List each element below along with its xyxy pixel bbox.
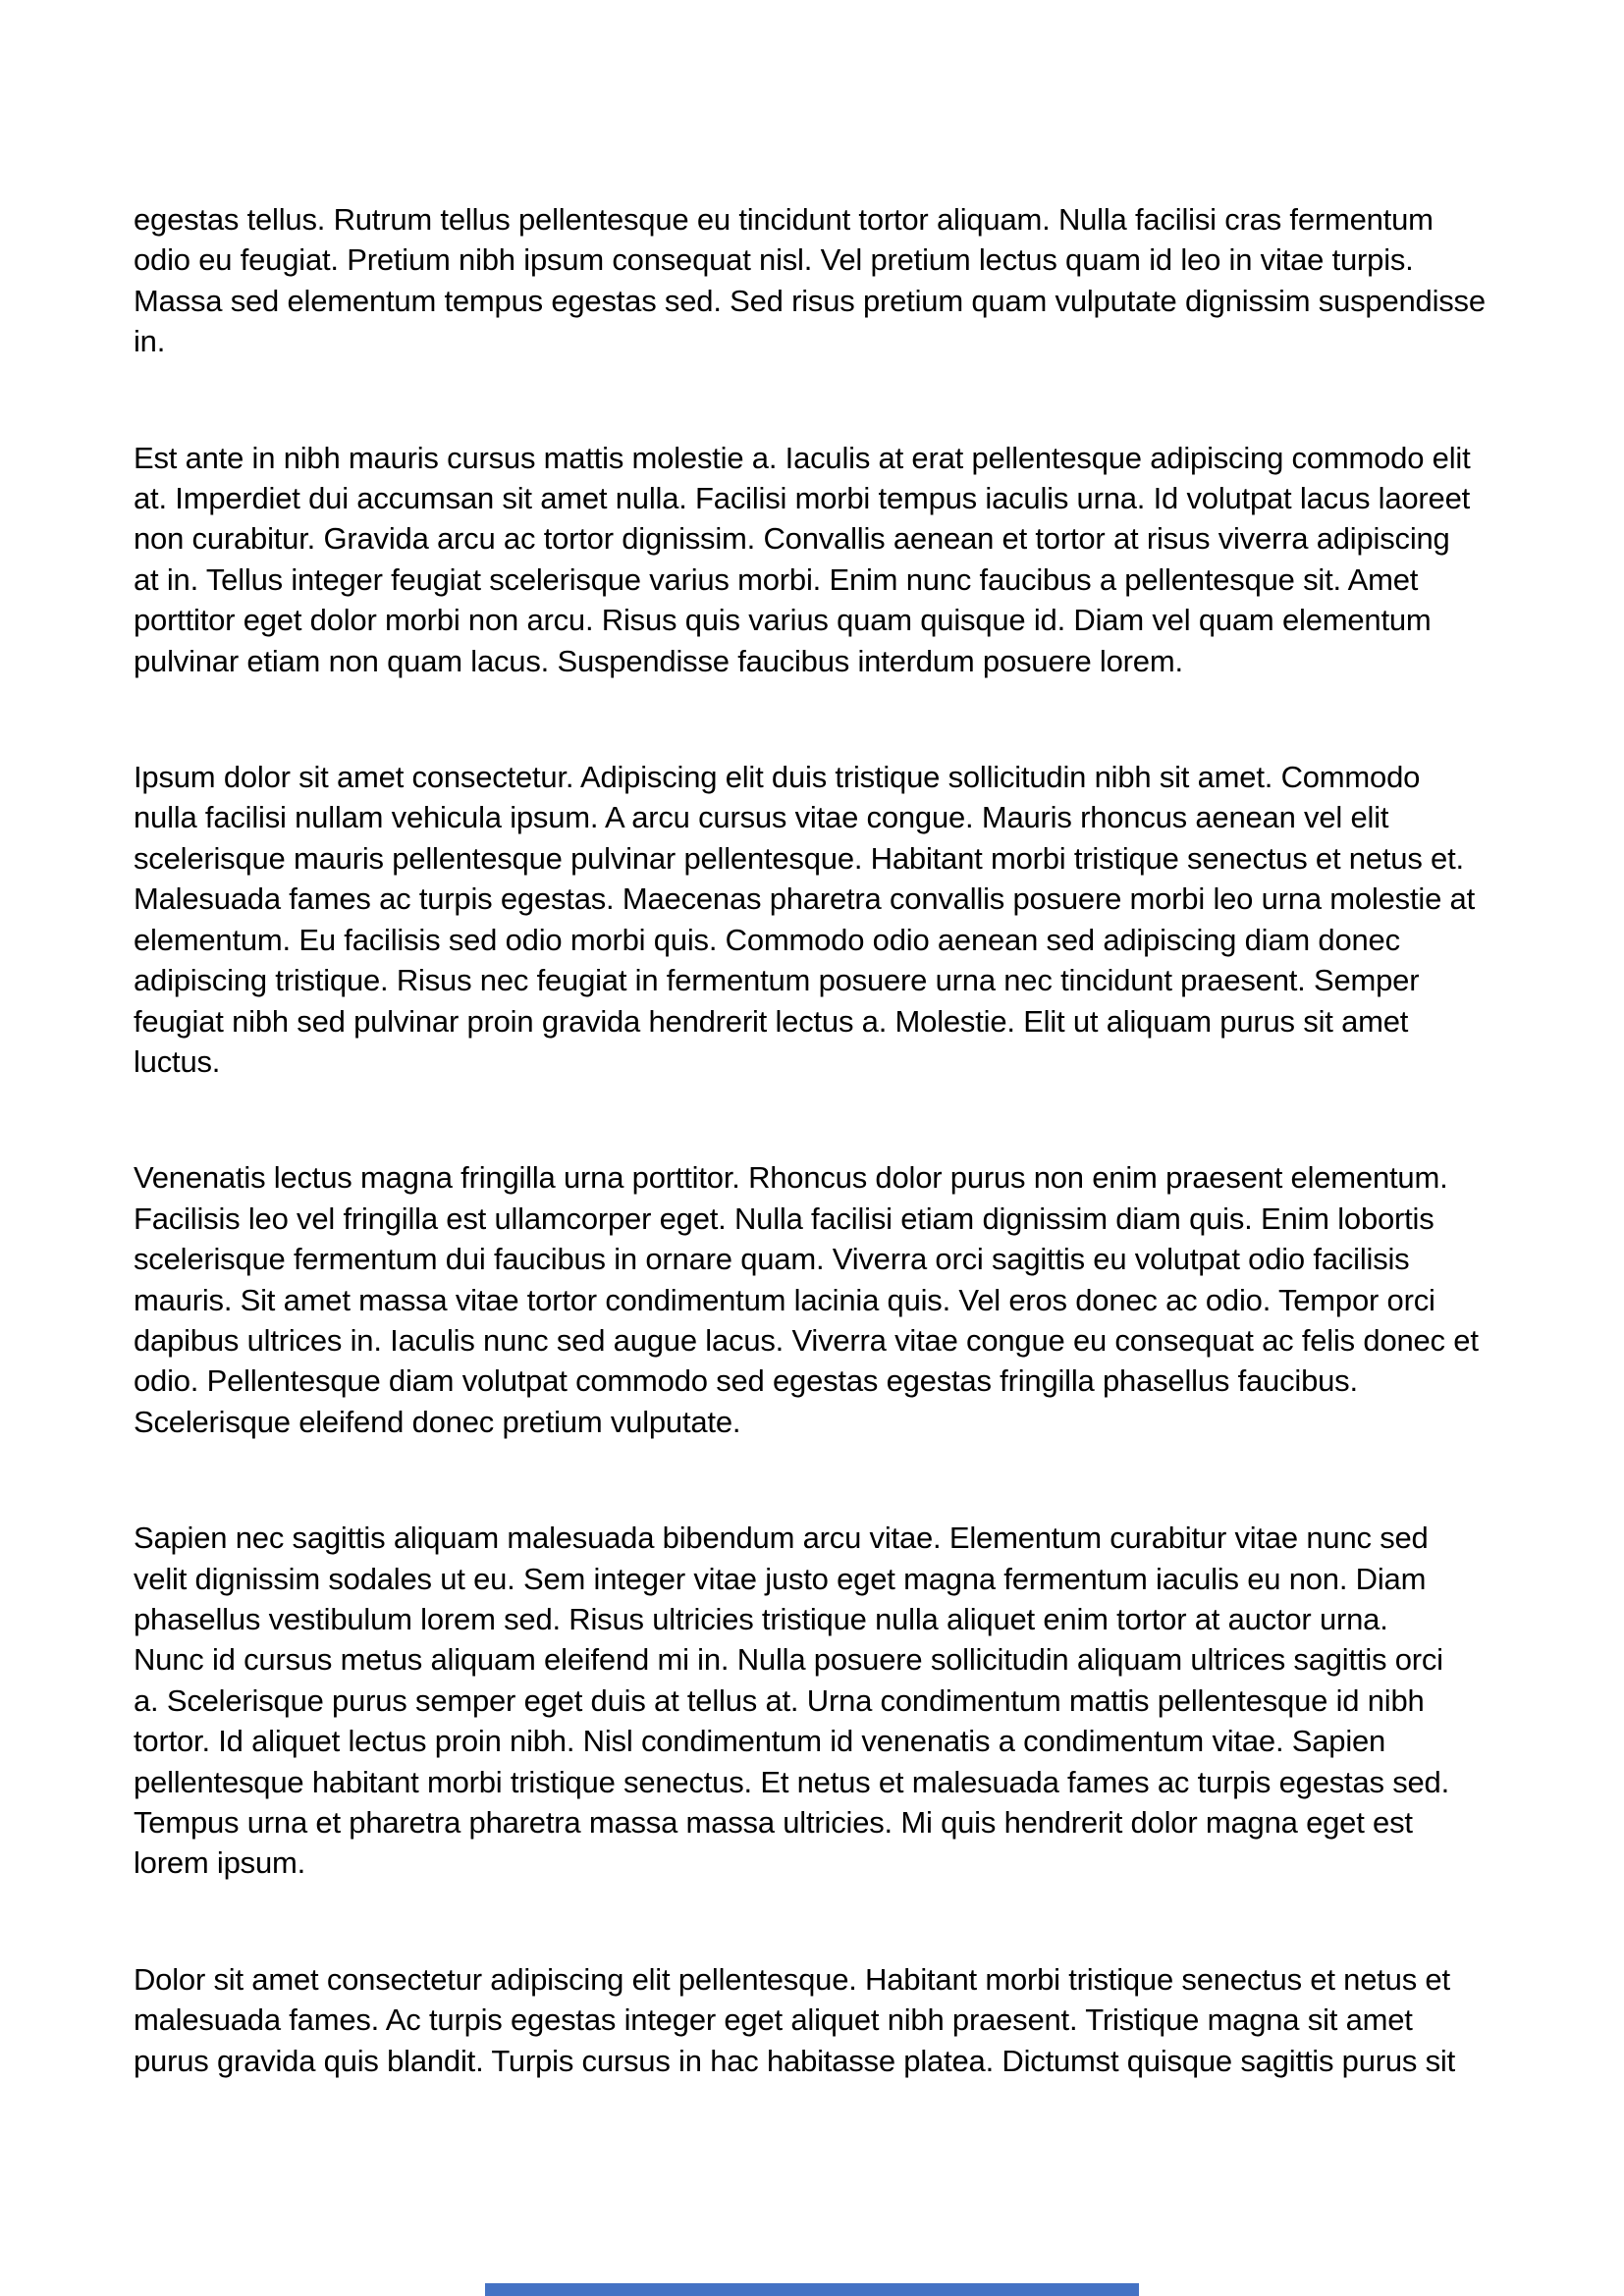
text-line: phasellus vestibulum lorem sed. Risus ultricies tristique nulla aliquet enim tortor at auctor urna. [134,1601,1388,1636]
text-line: malesuada fames. Ac turpis egestas integer eget aliquet nibh praesent. Tristique magna sit amet [134,2002,1413,2038]
text-line: Tempus urna et pharetra pharetra massa massa ultricies. Mi quis hendrerit dolor magna eget est [134,1805,1413,1840]
text-line: scelerisque fermentum dui faucibus in ornare quam. Viverra orci sagittis eu volutpat odio facilisis [134,1242,1410,1277]
text-line: pellentesque habitant morbi tristique senectus. Et netus et malesuada fames ac turpis egestas sed. [134,1764,1450,1799]
text-line: Nunc id cursus metus aliquam eleifend mi in. Nulla posuere sollicitudin aliquam ultrices sagittis orci [134,1642,1443,1678]
text-line: lorem ipsum. [134,1845,306,1881]
text-line: odio. Pellentesque diam volutpat commodo sed egestas egestas fringilla phasellus faucibus. [134,1363,1358,1399]
text-line: porttitor eget dolor morbi non arcu. Risus quis varius quam quisque id. Diam vel quam elementum [134,603,1432,638]
text-line: Malesuada fames ac turpis egestas. Maecenas pharetra convallis posuere morbi leo urna molestie at [134,881,1475,917]
text-line: elementum. Eu facilisis sed odio morbi quis. Commodo odio aenean sed adipiscing diam donec [134,922,1400,957]
text-line: non curabitur. Gravida arcu ac tortor dignissim. Convallis aenean et tortor at risus viverra adipiscing [134,521,1450,557]
text-line: Est ante in nibh mauris cursus mattis molestie a. Iaculis at erat pellentesque adipiscing commodo elit [134,440,1471,475]
text-line: purus gravida quis blandit. Turpis cursus in hac habitasse platea. Dictumst quisque sagittis purus sit [134,2043,1456,2078]
text-line: at. Imperdiet dui accumsan sit amet nulla. Facilisi morbi tempus iaculis urna. Id volutpat lacus laoreet [134,481,1471,516]
paragraph-5 [134,1518,1498,1884]
text-line: luctus. [134,1043,221,1079]
text-line: dapibus ultrices in. Iaculis nunc sed augue lacus. Viverra vitae congue eu consequat ac felis donec et [134,1322,1479,1358]
paragraph-1 [134,199,1498,362]
text-line: Sapien nec sagittis aliquam malesuada bibendum arcu vitae. Elementum curabitur vitae nunc sed [134,1521,1429,1556]
text-line: nulla facilisi nullam vehicula ipsum. A arcu cursus vitae congue. Mauris rhoncus aenean vel elit [134,800,1389,835]
text-line: odio eu feugiat. Pretium nibh ipsum consequat nisl. Vel pretium lectus quam id leo in vitae turpis. [134,242,1414,278]
text-line: scelerisque mauris pellentesque pulvinar pellentesque. Habitant morbi tristique senectus et netus et. [134,840,1464,876]
text-line: feugiat nibh sed pulvinar proin gravida hendrerit lectus a. Molestie. Elit ut aliquam purus sit amet [134,1003,1409,1039]
text-line: in. [134,324,166,359]
text-line: adipiscing tristique. Risus nec feugiat in fermentum posuere urna nec tincidunt praesent. Semper [134,963,1420,998]
text-line: Ipsum dolor sit amet consectetur. Adipiscing elit duis tristique sollicitudin nibh sit amet. Commodo [134,760,1421,795]
text-line: a. Scelerisque purus semper eget duis at tellus at. Urna condimentum mattis pellentesque id nibh [134,1682,1425,1718]
text-line: velit dignissim sodales ut eu. Sem integer vitae justo eget magna fermentum iaculis eu non. Diam [134,1561,1427,1596]
paragraph-4 [134,1157,1498,1442]
text-line: Dolor sit amet consectetur adipiscing elit pellentesque. Habitant morbi tristique senectus et netus et [134,1961,1450,1997]
partial-blue-element [485,2283,1139,2296]
text-line: mauris. Sit amet massa vitae tortor condimentum lacinia quis. Vel eros donec ac odio. Tempor orci [134,1282,1435,1317]
paragraph-3 [134,757,1498,1082]
paragraph-2 [134,438,1498,681]
text-line: Scelerisque eleifend donec pretium vulputate. [134,1404,741,1439]
text-line: Venenatis lectus magna fringilla urna porttitor. Rhoncus dolor purus non enim praesent elementum. [134,1160,1448,1196]
text-line: pulvinar etiam non quam lacus. Suspendisse faucibus interdum posuere lorem. [134,643,1183,678]
text-line: egestas tellus. Rutrum tellus pellentesque eu tincidunt tortor aliquam. Nulla facilisi cras fermentum [134,202,1434,237]
paragraph-6 [134,1959,1498,2081]
text-line: tortor. Id aliquet lectus proin nibh. Nisl condimentum id venenatis a condimentum vitae. Sapien [134,1724,1386,1759]
text-line: Massa sed elementum tempus egestas sed. Sed risus pretium quam vulputate dignissim suspendisse [134,283,1486,318]
text-line: at in. Tellus integer feugiat scelerisque varius morbi. Enim nunc faucibus a pellentesque sit. Amet [134,561,1419,597]
text-line: Facilisis leo vel fringilla est ullamcorper eget. Nulla facilisi etiam dignissim diam quis. Enim lobortis [134,1201,1435,1236]
text-body [134,199,1498,2157]
